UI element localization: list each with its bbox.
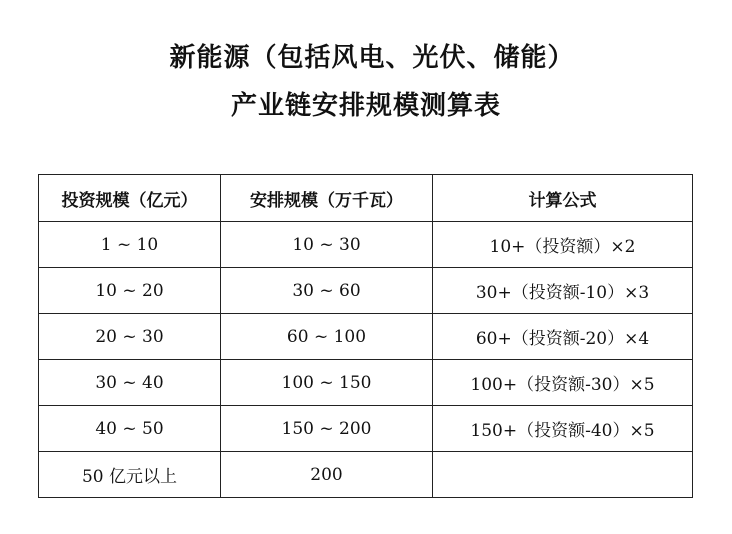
cell-arrangement: 100 ~ 150 <box>221 360 433 406</box>
calculation-table <box>38 174 693 498</box>
cell-investment: 40 ~ 50 <box>39 406 221 452</box>
cell-arrangement: 60 ~ 100 <box>221 314 433 360</box>
table-row <box>39 314 693 360</box>
cell-formula: 100+（投资额-30）×5 <box>433 360 693 406</box>
cell-investment: 30 ~ 40 <box>39 360 221 406</box>
cell-arrangement: 30 ~ 60 <box>221 268 433 314</box>
table-header-row <box>39 175 693 222</box>
cell-arrangement: 150 ~ 200 <box>221 406 433 452</box>
cell-investment: 10 ~ 20 <box>39 268 221 314</box>
cell-formula: 60+（投资额-20）×4 <box>433 314 693 360</box>
cell-formula: 150+（投资额-40）×5 <box>433 406 693 452</box>
cell-investment: 20 ~ 30 <box>39 314 221 360</box>
table-row <box>39 222 693 268</box>
table-row <box>39 268 693 314</box>
header-formula: 计算公式 <box>433 175 693 222</box>
header-arrangement-scale: 安排规模（万千瓦） <box>221 175 433 222</box>
document-title-line1: 新能源（包括风电、光伏、储能） <box>169 43 575 73</box>
cell-formula: 30+（投资额-10）×3 <box>433 268 693 314</box>
document-title-line2: 产业链安排规模测算表 <box>230 91 501 121</box>
table-row <box>39 452 693 498</box>
cell-arrangement: 10 ~ 30 <box>221 222 433 268</box>
cell-investment: 50 亿元以上 <box>39 452 221 498</box>
table-row <box>39 406 693 452</box>
cell-investment: 1 ~ 10 <box>39 222 221 268</box>
cell-formula: 10+（投资额）×2 <box>433 222 693 268</box>
header-investment-scale: 投资规模（亿元） <box>39 175 221 222</box>
table-row <box>39 360 693 406</box>
cell-formula <box>433 452 693 498</box>
cell-arrangement: 200 <box>221 452 433 498</box>
